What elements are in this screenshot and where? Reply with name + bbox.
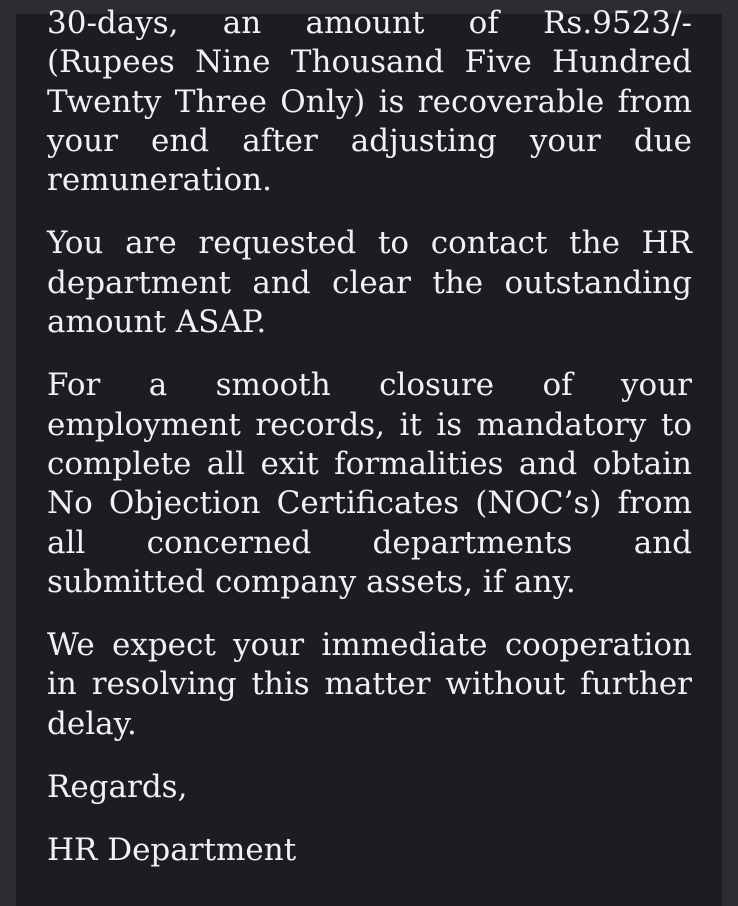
closing-text: Regards, [47,769,188,806]
message-text [47,4,692,895]
signature-text: HR Department [47,832,297,869]
paragraph-cooperation: We expect your immediate cooperation in resolving this matter without further delay. [47,627,692,742]
paragraph-exit-formalities: For a smooth closure of your employment records, it is mandatory to complete all exit formalities and obtain No Objection Certificates (NOC’s) from all concerned departments and submitted company assets, if any. [47,367,692,600]
message-bubble[interactable] [16,5,722,906]
paragraph-recovery-amount: 30-days, an amount of Rs.9523/- (Rupees Nine Thousand Five Hundred Twenty Three Only) is recoverable from your end after adjusting your due remuneration. [47,5,692,199]
paragraph-contact-hr: You are requested to contact the HR department and clear the outstanding amount ASAP. [47,225,692,341]
